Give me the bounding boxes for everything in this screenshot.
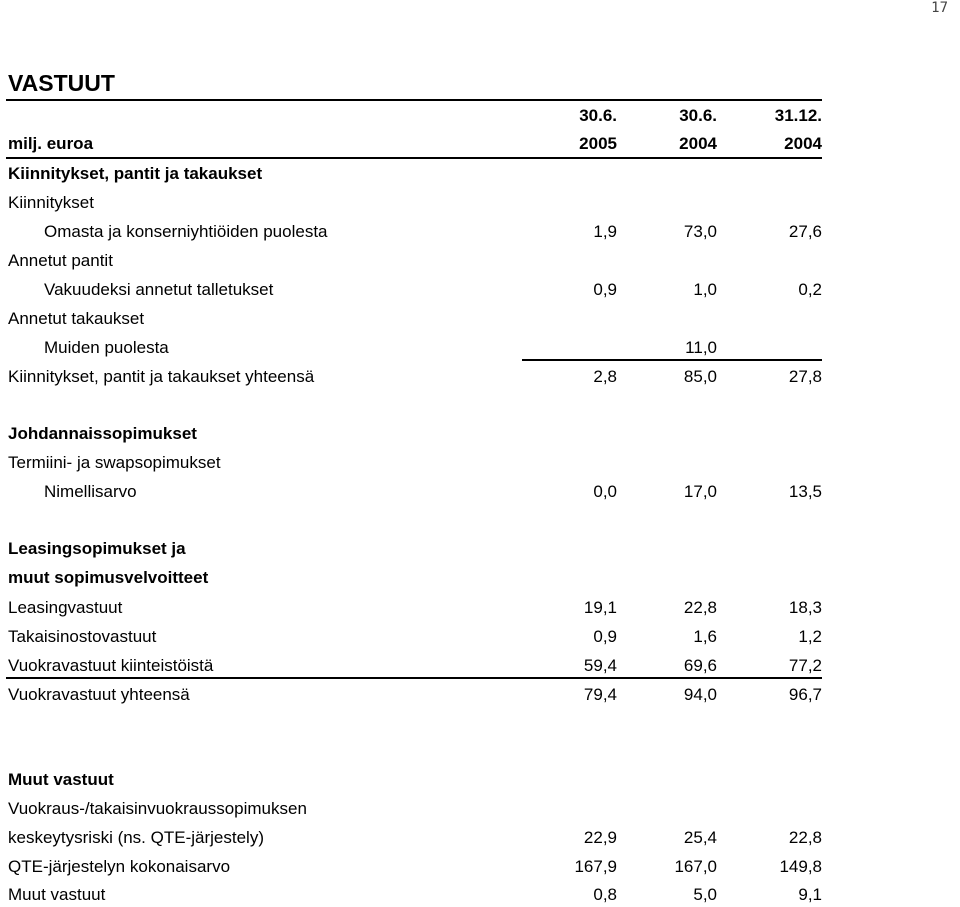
value-2004-jun: 167,0: [674, 857, 717, 876]
row-label: Muut vastuut: [8, 770, 114, 789]
row-label: Muut vastuut: [8, 885, 106, 904]
value-2004-dec: 22,8: [788, 828, 822, 847]
subheading-row: [8, 451, 822, 475]
table-row: [8, 855, 822, 879]
value-2004-jun: 22,8: [683, 598, 717, 617]
subtotal-rule: [6, 677, 822, 679]
table-row: [8, 336, 822, 360]
value-2004-dec: 9,1: [798, 885, 822, 904]
value-2004-dec: 27,6: [788, 222, 822, 241]
unit-label: milj. euroa: [8, 134, 94, 153]
value-2004-dec: 149,8: [779, 857, 822, 876]
section-heading: [8, 422, 822, 446]
value-2004-dec: 96,7: [788, 685, 822, 704]
table-row: [8, 883, 822, 907]
row-label: Nimellisarvo: [44, 482, 137, 501]
value-2004-jun: 85,0: [683, 367, 717, 386]
row-label: keskeytysriski (ns. QTE-järjestely): [8, 828, 264, 847]
row-label: Vuokravastuut yhteensä: [8, 685, 190, 704]
row-label: Annetut takaukset: [8, 309, 145, 328]
value-2004-jun: 94,0: [683, 685, 717, 704]
table-row: [8, 278, 822, 302]
subheading-row: [8, 797, 822, 821]
table-row: [8, 826, 822, 850]
row-label: Johdannaissopimukset: [8, 424, 197, 443]
header-rule: [6, 157, 822, 159]
subheading-row: [8, 307, 822, 331]
row-label: Kiinnitykset, pantit ja takaukset yhteensä: [8, 367, 315, 386]
section-heading: [8, 162, 822, 186]
row-label: Leasingvastuut: [8, 598, 123, 617]
value-2004-dec: 1,2: [798, 627, 822, 646]
value-2005: 0,9: [593, 627, 617, 646]
row-label: muut sopimusvelvoitteet: [8, 568, 209, 587]
header-date-3: 31.12.: [774, 106, 822, 125]
header-dates-row: [8, 104, 822, 128]
table-row: [8, 654, 822, 678]
value-2005: 0,9: [593, 280, 617, 299]
value-2005: 1,9: [593, 222, 617, 241]
row-label: Annetut pantit: [8, 251, 113, 270]
table-row: [8, 625, 822, 649]
value-2005: 19,1: [583, 598, 617, 617]
value-2004-jun: 11,0: [685, 338, 717, 357]
value-2004-jun: 1,0: [693, 280, 717, 299]
row-label: Vakuudeksi annetut talletukset: [44, 280, 274, 299]
subheading-row: [8, 249, 822, 273]
header-year-1: 2005: [579, 134, 617, 153]
value-2004-dec: 27,8: [788, 367, 822, 386]
table-row: [8, 596, 822, 620]
value-2004-jun: 17,0: [683, 482, 717, 501]
row-label: Kiinnitykset: [8, 193, 94, 212]
row-label: Leasingsopimukset ja: [8, 539, 186, 558]
section-heading: [8, 566, 822, 590]
value-2005: 59,4: [583, 656, 617, 675]
value-2005: 0,0: [593, 482, 617, 501]
section-heading: [8, 537, 822, 561]
value-2005: 79,4: [583, 685, 617, 704]
table-row: [8, 480, 822, 504]
total-row: [8, 365, 822, 389]
header-year-3: 2004: [784, 134, 822, 153]
value-2004-dec: 0,2: [798, 280, 822, 299]
value-2004-jun: 73,0: [683, 222, 717, 241]
value-2004-dec: 18,3: [788, 598, 822, 617]
section-heading: [8, 768, 822, 792]
value-2004-jun: 5,0: [693, 885, 717, 904]
header-year-2: 2004: [679, 134, 717, 153]
header-years-row: [8, 132, 822, 156]
header-date-1: 30.6.: [579, 106, 617, 125]
row-label: Vuokraus-/takaisinvuokraussopimuksen: [8, 799, 307, 818]
value-2004-dec: 13,5: [788, 482, 822, 501]
row-label: QTE-järjestelyn kokonaisarvo: [8, 857, 231, 876]
row-label: Muiden puolesta: [44, 338, 169, 357]
page-title: VASTUUT: [8, 70, 115, 96]
value-2004-jun: 1,6: [693, 627, 717, 646]
value-2005: 0,8: [593, 885, 617, 904]
value-2005: 2,8: [593, 367, 617, 386]
total-row: [8, 683, 822, 707]
subtotal-rule: [522, 359, 822, 361]
row-label: Takaisinostovastuut: [8, 627, 157, 646]
row-label: Kiinnitykset, pantit ja takaukset: [8, 164, 263, 183]
header-date-2: 30.6.: [679, 106, 717, 125]
table-row: [8, 220, 822, 244]
value-2004-jun: 25,4: [683, 828, 717, 847]
row-label: Vuokravastuut kiinteistöistä: [8, 656, 214, 675]
value-2005: 167,9: [574, 857, 617, 876]
row-label: Termiini- ja swapsopimukset: [8, 453, 221, 472]
value-2005: 22,9: [583, 828, 617, 847]
value-2004-jun: 69,6: [683, 656, 717, 675]
page-number: 17: [931, 0, 948, 16]
row-label: Omasta ja konserniyhtiöiden puolesta: [44, 222, 328, 241]
subheading-row: [8, 191, 822, 215]
value-2004-dec: 77,2: [788, 656, 822, 675]
title-rule: [6, 99, 822, 101]
